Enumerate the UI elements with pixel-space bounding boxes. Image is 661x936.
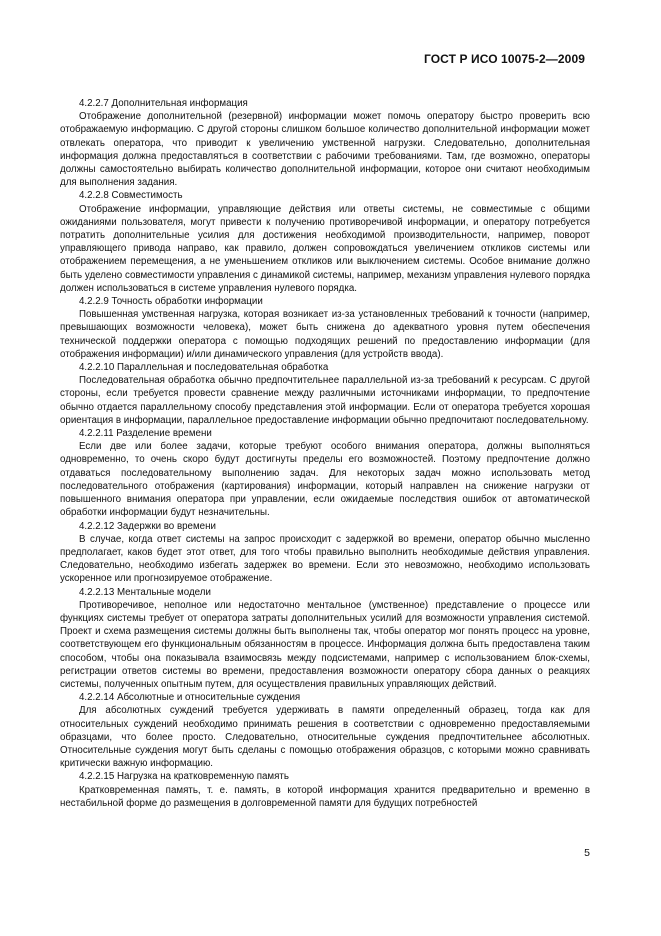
section-paragraph: В случае, когда ответ системы на запрос происходит с задержкой во времени, оператор обычно мысленно предполагает, каков будет этот ответ, для того чтобы правильно выполнить необходимые действия управления. Следовательно, необходимо избегать задержек во времени. Если это невозможно, необходимо использовать ускоренное или прогнозируемое отображение. bbox=[60, 533, 590, 585]
section-paragraph: Кратковременная память, т. е. память, в которой информация хранится предварительно и временно в нестабильной форме до размещения в долговременной памяти для будущих потребностей bbox=[60, 784, 590, 809]
section-heading: 4.2.2.11 Разделение времени bbox=[79, 428, 212, 440]
section-paragraph: Отображение информации, управляющие действия или ответы системы, не совместимые с общими ожиданиями пользователя, могут привести к получению противоречивой информации, и оператору потребуется потратить дополнительные усилия для достижения необходимой производительности, например, поворот управляющего привода направо, как правило, должен сопровождаться увеличением откликов системы или отображением перемещения, а не уменьшением откликов или выключением системы. Особое внимание должно быть уделено совместимости управления с динамикой системы, например, механизм управления нулевого порядка должен использоваться в системе управления нулевого порядка. bbox=[60, 203, 590, 294]
document-code-header: ГОСТ Р ИСО 10075-2—2009 bbox=[423, 52, 585, 66]
section-paragraph: Повышенная умственная нагрузка, которая возникает из-за установленных требований к точности (например, превышающих возможности человека), может быть снижена до адекватного уровня путем обеспечения технической поддержки оператора с помощью подходящих решений по предоставлению информации (для отображения информации) и/или динамического управления (для устройств ввода). bbox=[60, 309, 590, 360]
section-heading: 4.2.2.7 Дополнительная информация bbox=[79, 98, 248, 109]
document-body bbox=[60, 97, 590, 810]
section-heading: 4.2.2.10 Параллельная и последовательная обработка bbox=[79, 362, 329, 374]
section-heading: 4.2.2.15 Нагрузка на кратковременную память bbox=[79, 771, 289, 783]
section-heading: 4.2.2.13 Ментальные модели bbox=[79, 586, 211, 598]
section-heading: 4.2.2.9 Точность обработки информации bbox=[79, 296, 263, 308]
section-paragraph: Для абсолютных суждений требуется удерживать в памяти определенный образец, тогда как для относительных суждений необходимо принимать решения в соответствии с одновременно предоставляемыми образцами, что более просто. Следовательно, относительные суждения предпочтительнее абсолютных. Относительные суждения могут быть сделаны с помощью отображения образцов, с которыми можно сравнивать критически важную информацию. bbox=[60, 705, 590, 770]
section-paragraph: Противоречивое, неполное или недостаточно ментальное (умственное) представление о процессе или функциях системы требует от оператора затраты дополнительных усилий для возможности управления системой. Проект и схема размещения системы должны быть выполнены так, чтобы оператор мог понять процесс на уровне, соответствующем его функциональным обязанностям в процессе. Информация должна быть предоставлена таким способом, чтобы она показывала взаимосвязь между подсистемами, например с использованием блок-схемы, регистрации ответов системы во времени, предоставления возможности оператору сбора данных о реакциях системы, полученных опытным путем, для осуществления правильных управляющих действий. bbox=[60, 599, 590, 690]
section-heading: 4.2.2.8 Совместимость bbox=[79, 190, 183, 202]
section-paragraph: Если две или более задачи, которые требуют особого внимания оператора, должны выполняться одновременно, то очень скоро будут достигнуты пределы его возможностей. Поэтому предпочтение должно отдаваться последовательному выполнению задач. Для некоторых задач можно использовать метод последовательного отображения (картирования) информации, который направлен на снижение нагрузки от повышенного внимания оператора при управлении, если ожидаемые последствия ошибок от автоматической обработки информации будут незначительны. bbox=[60, 441, 590, 519]
page-number: 5 bbox=[584, 847, 590, 859]
section-paragraph: Последовательная обработка обычно предпочтительнее параллельной из-за требований к ресурсам. С другой стороны, если требуется провести сравнение между различными источниками информации, то предпочтение обычно отдается параллельному способу представления этой информации. Если от оператора требуется хорошая ориентация в информации, параллельное предоставление информации обычно предпочитают последовательному. bbox=[60, 375, 590, 426]
section-heading: 4.2.2.14 Абсолютные и относительные суждения bbox=[79, 692, 301, 704]
section-paragraph: Отображение дополнительной (резервной) информации может помочь оператору быстро проверить всю отображаемую информацию. С другой стороны слишком большое количество дополнительной информации может отвлекать оператора, что приводит к увеличению умственной нагрузки. Следовательно, дополнительная информация должна предоставляться в соответствии с рабочими требованиями. Там, где возможно, операторы должны самостоятельно выбирать количество дополнительной информации, которое они считают необходимым для выполнения задания. bbox=[60, 111, 590, 189]
section-heading: 4.2.2.12 Задержки во времени bbox=[79, 520, 216, 532]
